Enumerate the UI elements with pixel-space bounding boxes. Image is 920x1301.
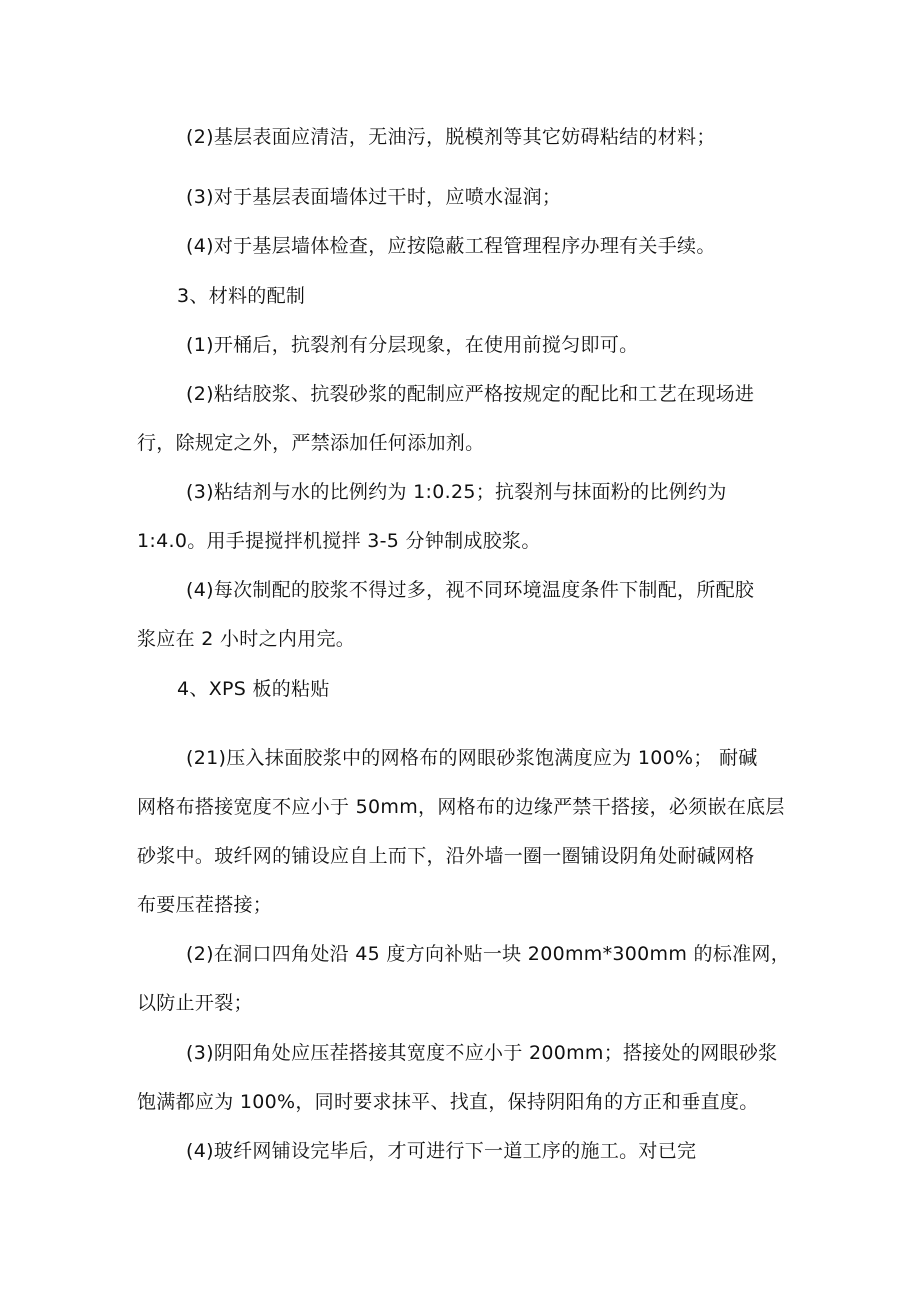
paragraph-line: 砂浆中。玻纤网的铺设应自上而下，沿外墙一圈一圈铺设阴角处耐碱网格 — [137, 845, 755, 867]
paragraph-line: (4)每次制配的胶浆不得过多，视不同环境温度条件下制配，所配胶 — [186, 579, 755, 601]
paragraph-line: 以防止开裂； — [137, 992, 253, 1014]
paragraph-line: (3)对于基层表面墙体过干时，应喷水湿润； — [186, 186, 562, 208]
paragraph-line: (2)基层表面应清洁，无油污，脱模剂等其它妨碍粘结的材料； — [186, 126, 716, 148]
paragraph-line: (2)在洞口四角处沿 45 度方向补贴一块 200mm*300mm 的标准网， — [186, 943, 791, 965]
section-heading: 4、XPS 板的粘贴 — [177, 678, 330, 700]
paragraph-line: 网格布搭接宽度不应小于 50mm，网格布的边缘严禁干搭接，必须嵌在底层 — [137, 796, 785, 818]
paragraph-line: (1)开桶后，抗裂剂有分层现象，在使用前搅匀即可。 — [186, 334, 639, 356]
section-heading: 3、材料的配制 — [177, 285, 306, 307]
paragraph-line: (3)粘结剂与水的比例约为 1:0.25；抗裂剂与抹面粉的比例约为 — [186, 481, 727, 503]
paragraph-line: (4)对于基层墙体检查，应按隐蔽工程管理程序办理有关手续。 — [186, 235, 716, 257]
paragraph-line: (3)阴阳角处应压茬搭接其宽度不应小于 200mm；搭接处的网眼砂浆 — [186, 1042, 778, 1064]
paragraph-line: (2)粘结胶浆、抗裂砂浆的配制应严格按规定的配比和工艺在现场进 — [186, 383, 755, 405]
paragraph-line: (4)玻纤网铺设完毕后，才可进行下一道工序的施工。对已完 — [186, 1140, 697, 1162]
paragraph-line: (21)压入抹面胶浆中的网格布的网眼砂浆饱满度应为 100%； 耐碱 — [186, 747, 758, 769]
paragraph-line: 饱满都应为 100%，同时要求抹平、找直，保持阴阳角的方正和垂直度。 — [137, 1091, 759, 1113]
paragraph-line: 布要压茬搭接； — [137, 894, 273, 916]
paragraph-line: 行，除规定之外，严禁添加任何添加剂。 — [137, 432, 485, 454]
paragraph-line: 浆应在 2 小时之内用完。 — [137, 628, 356, 650]
paragraph-line: 1:4.0。用手提搅拌机搅拌 3-5 分钟制成胶浆。 — [137, 530, 541, 552]
